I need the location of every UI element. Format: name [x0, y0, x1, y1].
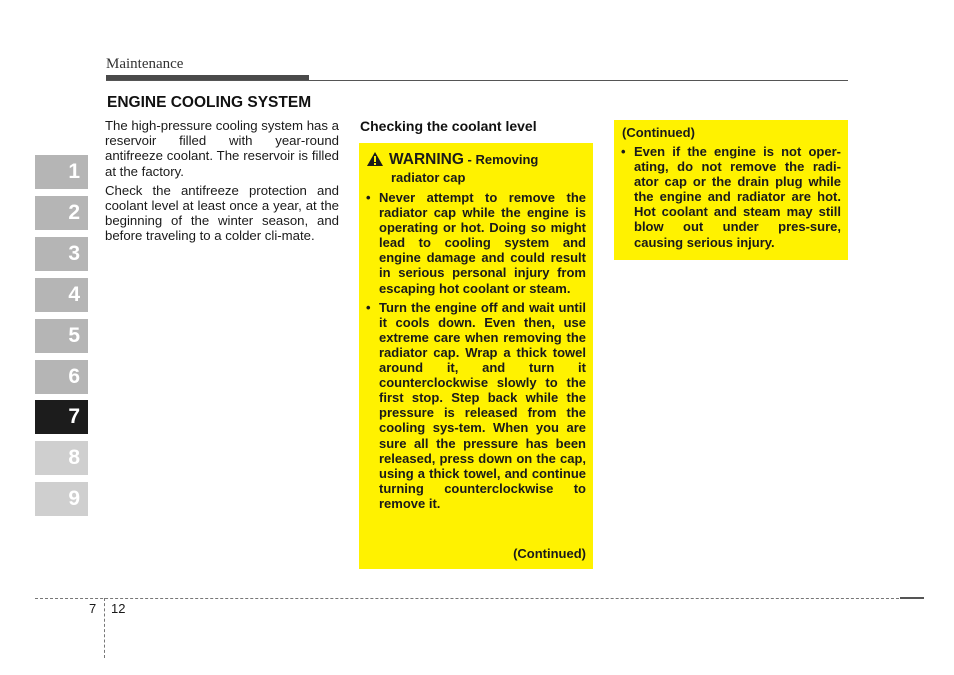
list-item — [366, 190, 586, 296]
list-item-text: Never attempt to remove the radiator cap while the engine is operating or hot. Doing so might lead to cooling system and engine damage and could result in serious personal injury from escaping hot coolant or steam. — [379, 190, 586, 296]
list-item — [621, 144, 841, 250]
bullet-icon: • — [366, 299, 371, 315]
intro-text — [105, 118, 339, 248]
continued-label: (Continued) — [513, 546, 586, 561]
chapter-tab-6[interactable]: 6 — [35, 360, 88, 394]
warning-triangle-icon — [366, 151, 384, 170]
footer-page-number: 12 — [111, 601, 126, 616]
chapter-tab-9[interactable]: 9 — [35, 482, 88, 516]
subsection-heading: Checking the coolant level — [360, 118, 537, 134]
footer-vertical-divider — [104, 598, 105, 658]
continued-title: (Continued) — [622, 125, 695, 140]
chapter-tab-3[interactable]: 3 — [35, 237, 88, 271]
continued-list — [621, 144, 841, 254]
warning-label: WARNING — [389, 151, 464, 168]
warning-title — [366, 151, 586, 185]
list-item-text: Turn the engine off and wait until it cools down. Even then, use extreme care when removing the radiator cap. Wrap a thick towel around it, and turn it counterclockwise slowly to the first stop. Step back while the pressure is released from the cooling sys-tem. When you are sure all the pressure has been released, press down on the cap, using a thick towel, and continue turning counterclockwise to remove it. — [379, 299, 586, 511]
bullet-icon: • — [366, 190, 371, 205]
header-rule — [106, 80, 848, 81]
running-header: Maintenance — [106, 56, 184, 72]
paragraph: Check the antifreeze protection and coolant level at least once a year, at the beginning of the winter season, and before traveling to a colder cli-mate. — [105, 182, 339, 244]
chapter-tab-1[interactable]: 1 — [35, 155, 88, 189]
footer-tick — [900, 597, 924, 599]
chapter-tab-7[interactable]: 7 — [35, 400, 88, 434]
warning-subtitle: - Removing — [467, 152, 539, 167]
footer-chapter-number: 7 — [89, 601, 97, 616]
chapter-tab-4[interactable]: 4 — [35, 278, 88, 312]
section-title: ENGINE COOLING SYSTEM — [107, 94, 312, 111]
bullet-icon: • — [621, 144, 626, 159]
list-item-text: Even if the engine is not oper-ating, do not remove the radi-ator cap or the drain plug while the engine and radiator are hot. Hot coolant and steam may still blow out under pres-sure, causing serious injury. — [634, 144, 841, 250]
chapter-tab-2[interactable]: 2 — [35, 196, 88, 230]
paragraph: The high-pressure cooling system has a reservoir filled with year-round antifreeze coolant. The reservoir is filled at the factory. — [105, 118, 339, 179]
chapter-tab-8[interactable]: 8 — [35, 441, 88, 475]
footer-divider — [35, 598, 924, 599]
warning-list — [366, 190, 586, 515]
warning-subtitle-2: radiator cap — [391, 170, 466, 185]
list-item — [366, 300, 586, 511]
chapter-tab-5[interactable]: 5 — [35, 319, 88, 353]
